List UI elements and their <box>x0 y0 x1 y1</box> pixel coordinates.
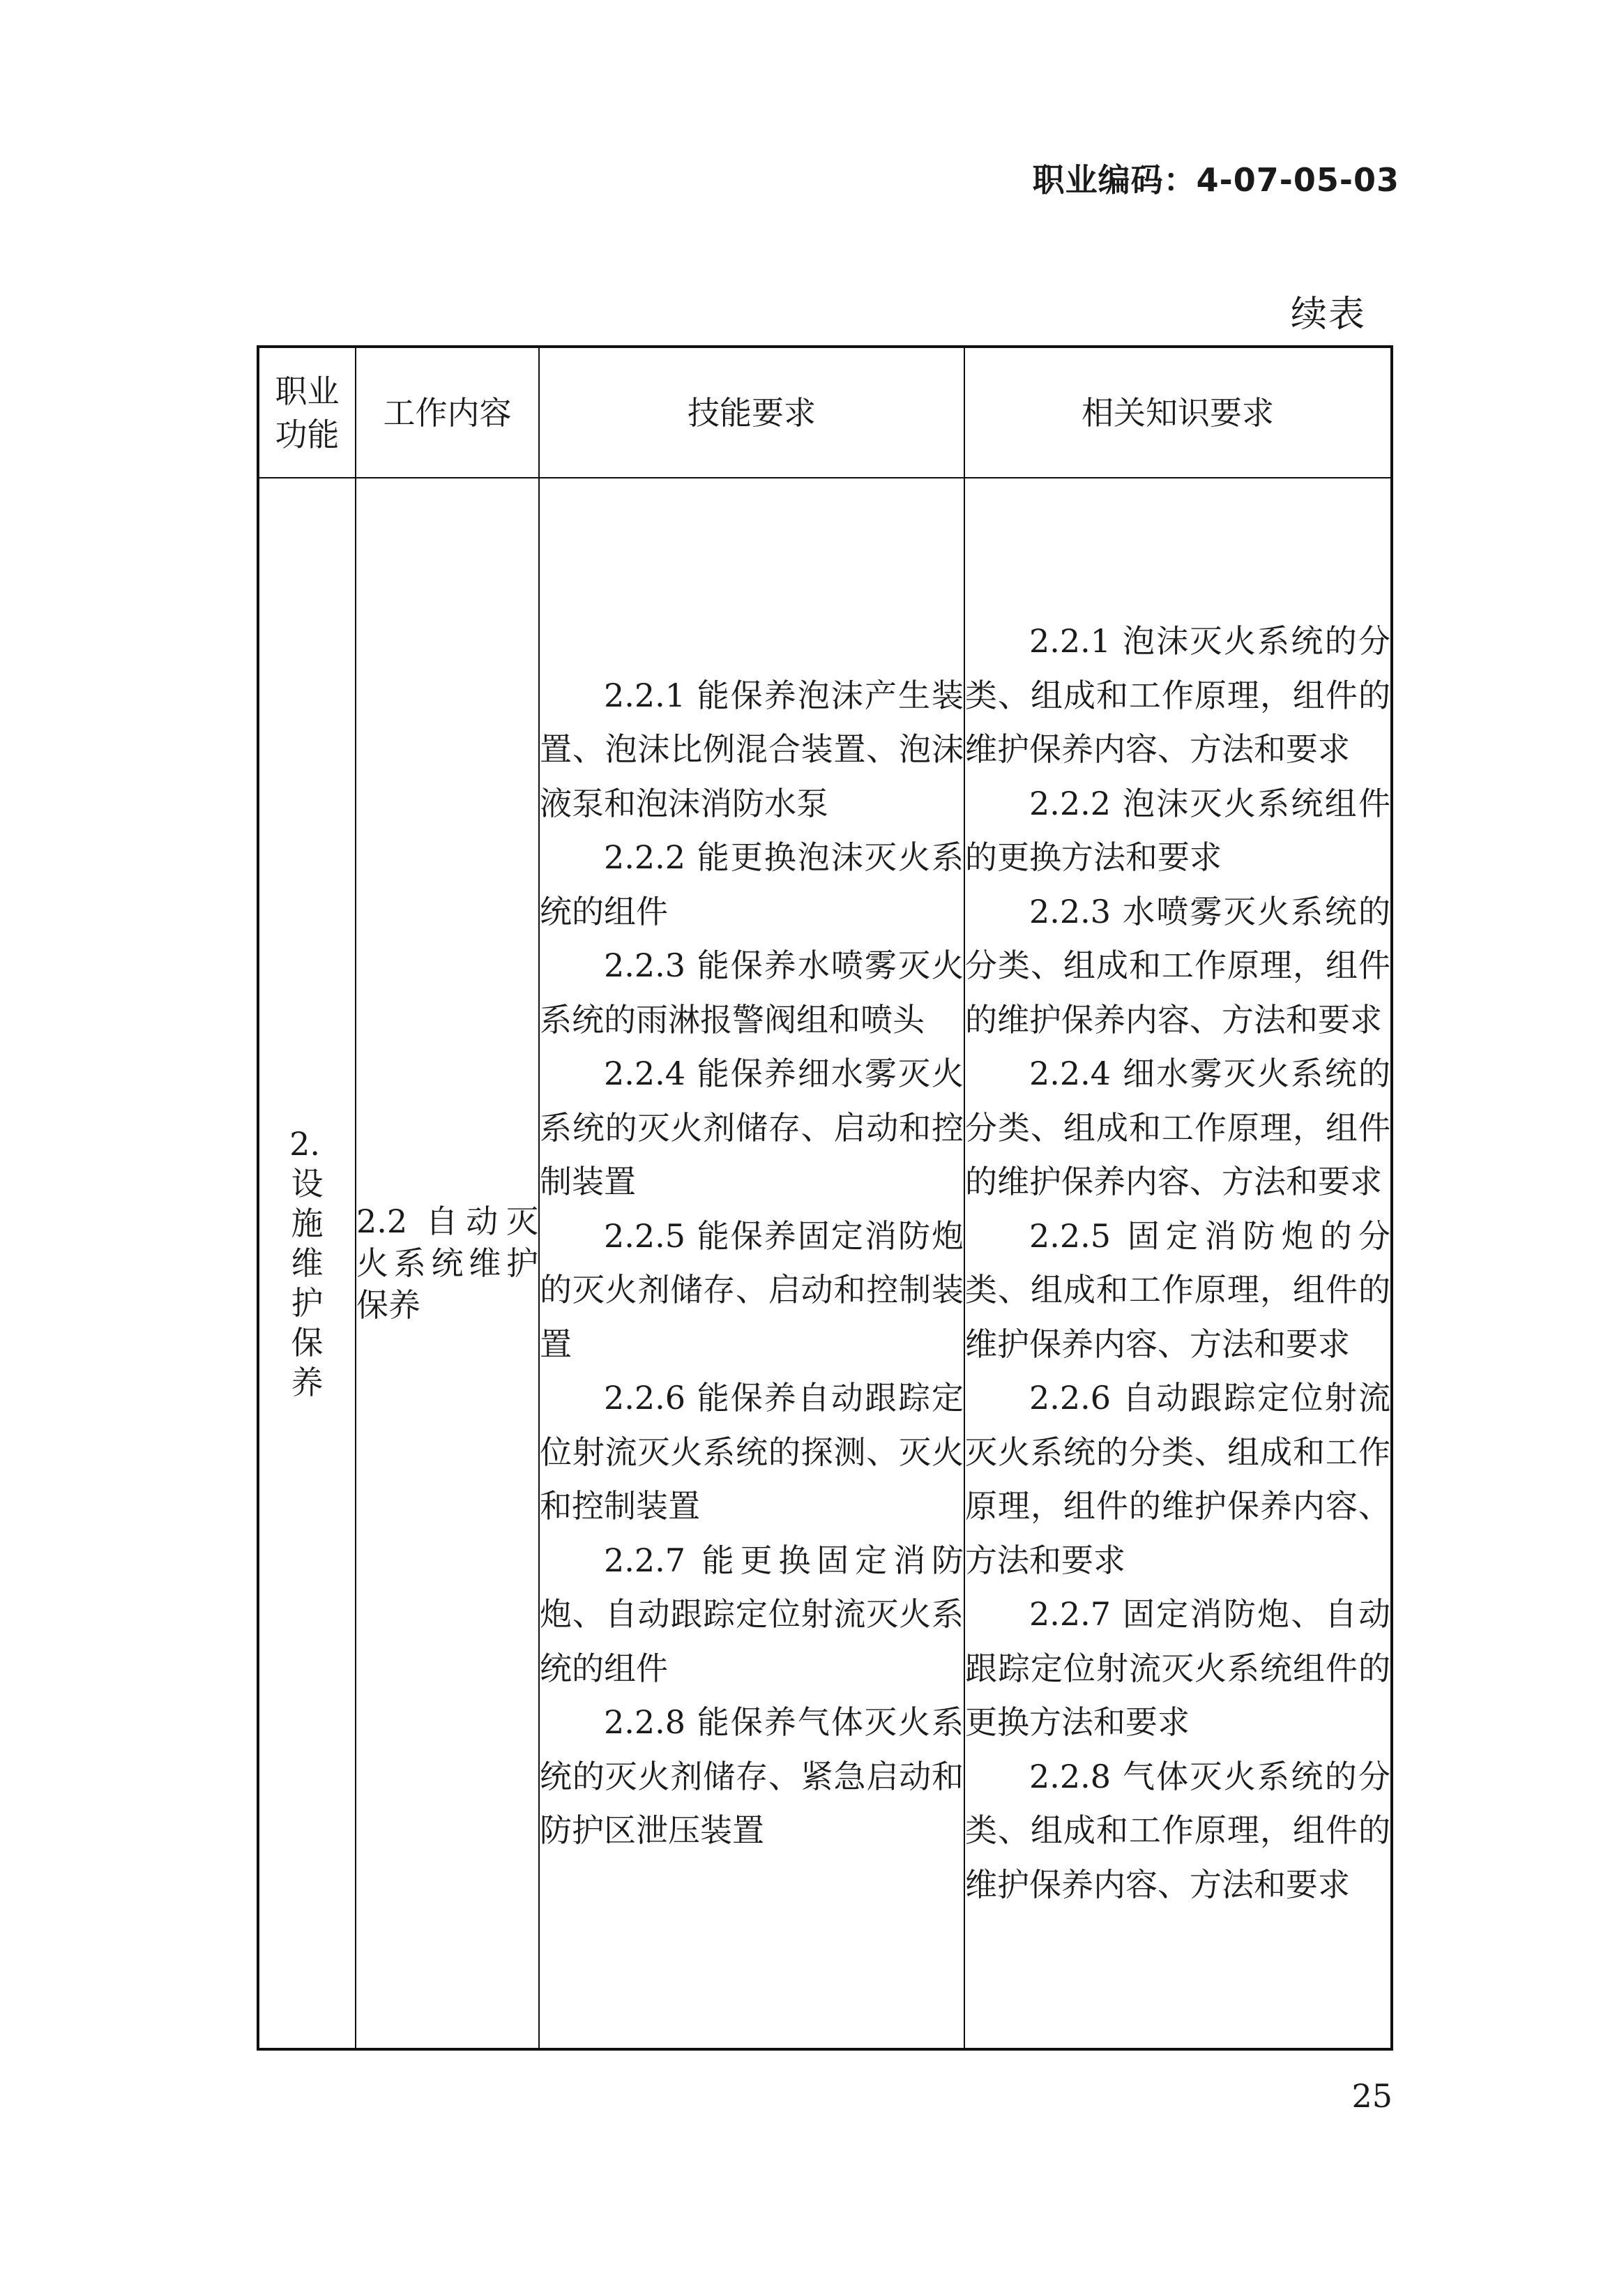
skill-item: 2.2.7 能更换固定消防炮、自动跟踪定位射流灭火系统的组件 <box>540 1541 964 1687</box>
knowledge-item: 2.2.4 细水雾灭火系统的分类、组成和工作原理，组件的维护保养内容、方法和要求 <box>965 1055 1390 1200</box>
cell-work-content: 2.2 自动灭火系统维护保养 <box>356 478 539 2049</box>
header-knowledge-requirements: 相关知识要求 <box>964 347 1392 478</box>
skill-item: 2.2.2 能更换泡沫灭火系统的组件 <box>540 838 964 930</box>
knowledge-item: 2.2.1 泡沫灭火系统的分类、组成和工作原理，组件的维护保养内容、方法和要求 <box>965 622 1390 768</box>
cell-knowledge-requirements <box>964 478 1392 2049</box>
header-skill-requirements: 技能要求 <box>539 347 964 478</box>
skill-item: 2.2.1 能保养泡沫产生装置、泡沫比例混合装置、泡沫液泵和泡沫消防水泵 <box>540 676 964 822</box>
occupation-standard-table <box>257 345 1393 2051</box>
continued-table-label: 续表 <box>1290 294 1366 335</box>
knowledge-item: 2.2.2 泡沫灭火系统组件的更换方法和要求 <box>965 784 1390 876</box>
header-work-content: 工作内容 <box>356 347 539 478</box>
skill-item: 2.2.4 能保养细水雾灭火系统的灭火剂储存、启动和控制装置 <box>540 1055 964 1200</box>
knowledge-item: 2.2.8 气体灭火系统的分类、组成和工作原理，组件的维护保养内容、方法和要求 <box>965 1757 1390 1903</box>
function-vertical-text: 2. 设施维护保养 <box>289 1124 324 1401</box>
skill-item: 2.2.3 能保养水喷雾灭火系统的雨淋报警阀组和喷头 <box>540 946 964 1039</box>
skill-item: 2.2.8 能保养气体灭火系统的灭火剂储存、紧急启动和防护区泄压装置 <box>540 1703 964 1849</box>
occupation-code: 职业编码：4-07-05-03 <box>1032 161 1399 199</box>
skill-item: 2.2.6 能保养自动跟踪定位射流灭火系统的探测、灭火和控制装置 <box>540 1379 964 1525</box>
knowledge-item: 2.2.7 固定消防炮、自动跟踪定位射流灭火系统组件的更换方法和要求 <box>965 1595 1390 1741</box>
header-function: 职业功能 <box>258 347 356 478</box>
cell-skill-requirements <box>539 478 964 2049</box>
page-number: 25 <box>1351 2077 1392 2115</box>
skill-item: 2.2.5 能保养固定消防炮的灭火剂储存、启动和控制装置 <box>540 1216 964 1363</box>
table-header-row <box>258 347 1392 478</box>
knowledge-item: 2.2.5 固定消防炮的分类、组成和工作原理，组件的维护保养内容、方法和要求 <box>965 1216 1390 1363</box>
knowledge-item: 2.2.6 自动跟踪定位射流灭火系统的分类、组成和工作原理，组件的维护保养内容、方法和要求 <box>965 1379 1390 1579</box>
table-row <box>258 478 1392 2049</box>
cell-function <box>258 478 356 2049</box>
knowledge-item: 2.2.3 水喷雾灭火系统的分类、组成和工作原理，组件的维护保养内容、方法和要求 <box>965 892 1390 1039</box>
